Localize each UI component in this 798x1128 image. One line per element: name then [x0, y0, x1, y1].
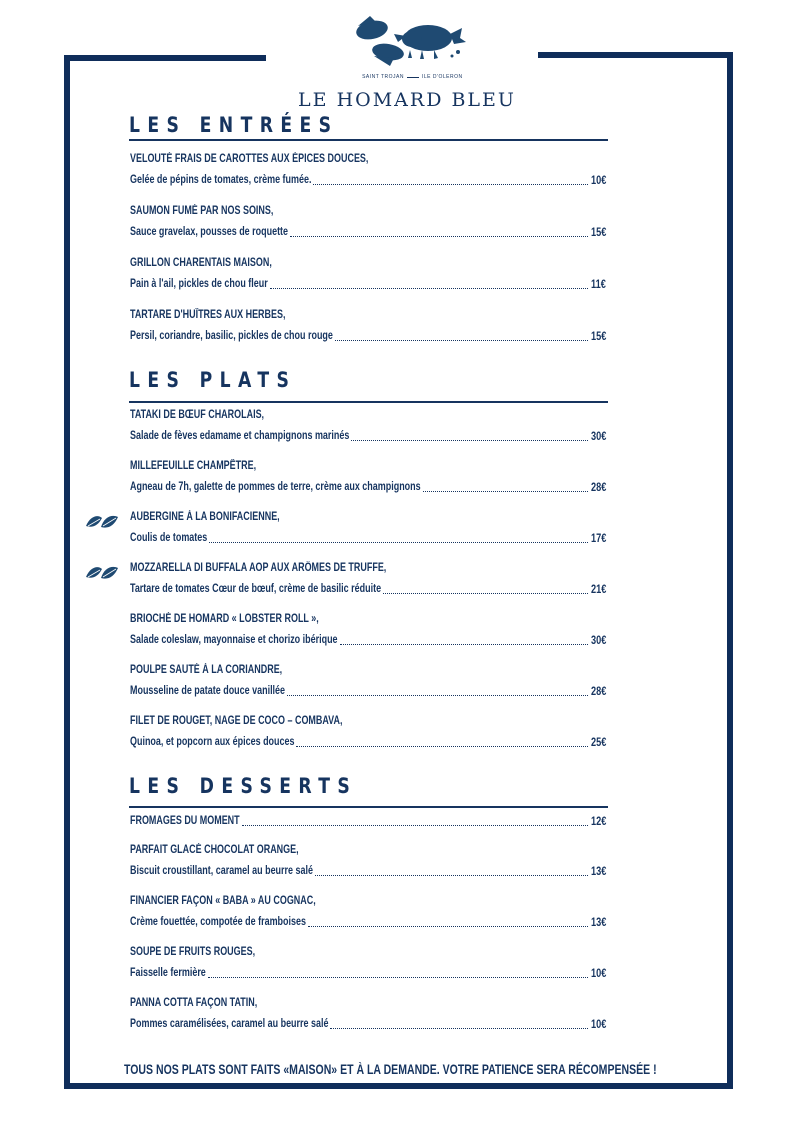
dish-name: TARTARE D'HUÎTRES AUX HERBES, [130, 309, 286, 321]
dish-line [130, 815, 590, 829]
dish-line [130, 583, 590, 597]
dish-price: 10€ [591, 1019, 607, 1031]
dotted-leader [335, 340, 588, 341]
dish-description: Salade de fèves edamame et champignons marinés [130, 430, 350, 442]
dish-description: Pain à l'ail, pickles de chou fleur [130, 278, 268, 290]
dish-name: VELOUTÉ FRAIS DE CAROTTES AUX ÉPICES DOUCES, [130, 153, 369, 165]
dish-description: Sauce gravelax, pousses de roquette [130, 226, 289, 238]
dish-name: BRIOCHÉ DE HOMARD « LOBSTER ROLL », [130, 613, 319, 625]
dish-description: Quinoa, et popcorn aux épices douces [130, 736, 295, 748]
dish-line [130, 967, 590, 981]
frame-right-border [727, 52, 733, 1089]
dotted-leader [208, 977, 588, 978]
dish-price: 30€ [591, 431, 607, 443]
dish-line [130, 532, 590, 546]
tagline-right: ILE D'OLERON [422, 74, 463, 80]
dish-line [130, 174, 590, 188]
dish-price: 25€ [591, 737, 607, 749]
dotted-leader [296, 746, 588, 747]
dish-line [130, 685, 590, 699]
section-rule [129, 806, 608, 808]
dish-description: Agneau de 7h, galette de pommes de terre, crème aux champignons [130, 481, 421, 493]
dish-description: Coulis de tomates [130, 532, 208, 544]
dish-description: FROMAGES DU MOMENT [130, 815, 240, 827]
dish-name: SAUMON FUMÉ PAR NOS SOINS, [130, 205, 274, 217]
dotted-leader [313, 184, 588, 185]
dish-name: SOUPE DE FRUITS ROUGES, [130, 946, 256, 958]
tagline-left: SAINT TROJAN [362, 74, 404, 80]
dish-price: 10€ [591, 968, 607, 980]
dish-line [130, 1018, 590, 1032]
lobster-icon [350, 12, 470, 72]
dotted-leader [340, 644, 588, 645]
dotted-leader [423, 491, 588, 492]
dish-description: Mousseline de patate douce vanillée [130, 685, 286, 697]
dish-price: 17€ [591, 533, 607, 545]
dish-description: Salade coleslaw, mayonnaise et chorizo ibérique [130, 634, 338, 646]
dotted-leader [242, 825, 588, 826]
dish-description: Biscuit croustillant, caramel au beurre salé [130, 865, 313, 877]
section-rule [129, 401, 608, 403]
dotted-leader [287, 695, 588, 696]
tagline-dash [407, 77, 419, 78]
dotted-leader [383, 593, 588, 594]
dish-name: PANNA COTTA FAÇON TATIN, [130, 997, 258, 1009]
dish-line [130, 736, 590, 750]
dish-name: MILLEFEUILLE CHAMPÊTRE, [130, 460, 257, 472]
dish-price: 28€ [591, 482, 607, 494]
dish-line [130, 330, 590, 344]
dotted-leader [315, 875, 588, 876]
dish-line [130, 278, 590, 292]
frame-top-right-border [538, 52, 733, 58]
section-title: LES PLATS [129, 368, 297, 392]
dish-description: Faisselle fermière [130, 967, 206, 979]
dish-price: 11€ [591, 279, 606, 291]
dish-description: Pommes caramélisées, caramel au beurre salé [130, 1018, 329, 1030]
restaurant-name: LE HOMARD BLEU [298, 89, 516, 111]
vegetarian-leaf-icon [84, 512, 120, 532]
dish-description: Tartare de tomates Cœur de bœuf, crème de basilic réduite [130, 583, 382, 595]
dish-line [130, 634, 590, 648]
dish-line [130, 916, 590, 930]
dish-name: AUBERGINE À LA BONIFACIENNE, [130, 511, 280, 523]
dish-description: Crème fouettée, compotée de framboises [130, 916, 306, 928]
dish-line [130, 430, 590, 444]
dotted-leader [308, 926, 588, 927]
frame-top-left-border [64, 55, 266, 61]
dish-price: 12€ [591, 816, 607, 828]
dish-price: 21€ [591, 584, 607, 596]
frame-left-border [64, 55, 70, 1088]
footer-note: TOUS NOS PLATS SONT FAITS «MAISON» ET À LA DEMANDE. VOTRE PATIENCE SERA RÉCOMPENSÉE ! [124, 1062, 657, 1077]
dotted-leader [270, 288, 588, 289]
dish-line [130, 481, 590, 495]
dish-name: FINANCIER FAÇON « BABA » AU COGNAC, [130, 895, 316, 907]
dish-price: 15€ [591, 331, 607, 343]
dish-name: POULPE SAUTÉ À LA CORIANDRE, [130, 664, 283, 676]
dotted-leader [351, 440, 588, 441]
dish-line [130, 865, 590, 879]
dish-line [130, 226, 590, 240]
dish-name: PARFAIT GLACÉ CHOCOLAT ORANGE, [130, 844, 299, 856]
section-rule [129, 139, 608, 141]
dish-price: 10€ [591, 175, 607, 187]
section-title: LES DESSERTS [129, 774, 358, 798]
dotted-leader [209, 542, 588, 543]
section-title: LES ENTRÉES [129, 113, 339, 137]
dish-price: 13€ [591, 917, 607, 929]
dish-name: GRILLON CHARENTAIS MAISON, [130, 257, 272, 269]
dotted-leader [330, 1028, 588, 1029]
dish-price: 15€ [591, 227, 607, 239]
dish-price: 28€ [591, 686, 607, 698]
dish-name: TATAKI DE BŒUF CHAROLAIS, [130, 409, 265, 421]
dish-name: FILET DE ROUGET, NAGE DE COCO – COMBAVA, [130, 715, 343, 727]
dish-name: MOZZARELLA DI BUFFALA AOP AUX ARÔMES DE TRUFFE, [130, 562, 387, 574]
vegetarian-leaf-icon [84, 563, 120, 583]
brand-tagline [344, 74, 482, 86]
dotted-leader [290, 236, 588, 237]
dish-description: Persil, coriandre, basilic, pickles de chou rouge [130, 330, 333, 342]
dish-price: 13€ [591, 866, 607, 878]
dish-price: 30€ [591, 635, 607, 647]
dish-description: Gelée de pépins de tomates, crème fumée. [130, 174, 312, 186]
frame-bottom-border [64, 1083, 733, 1089]
